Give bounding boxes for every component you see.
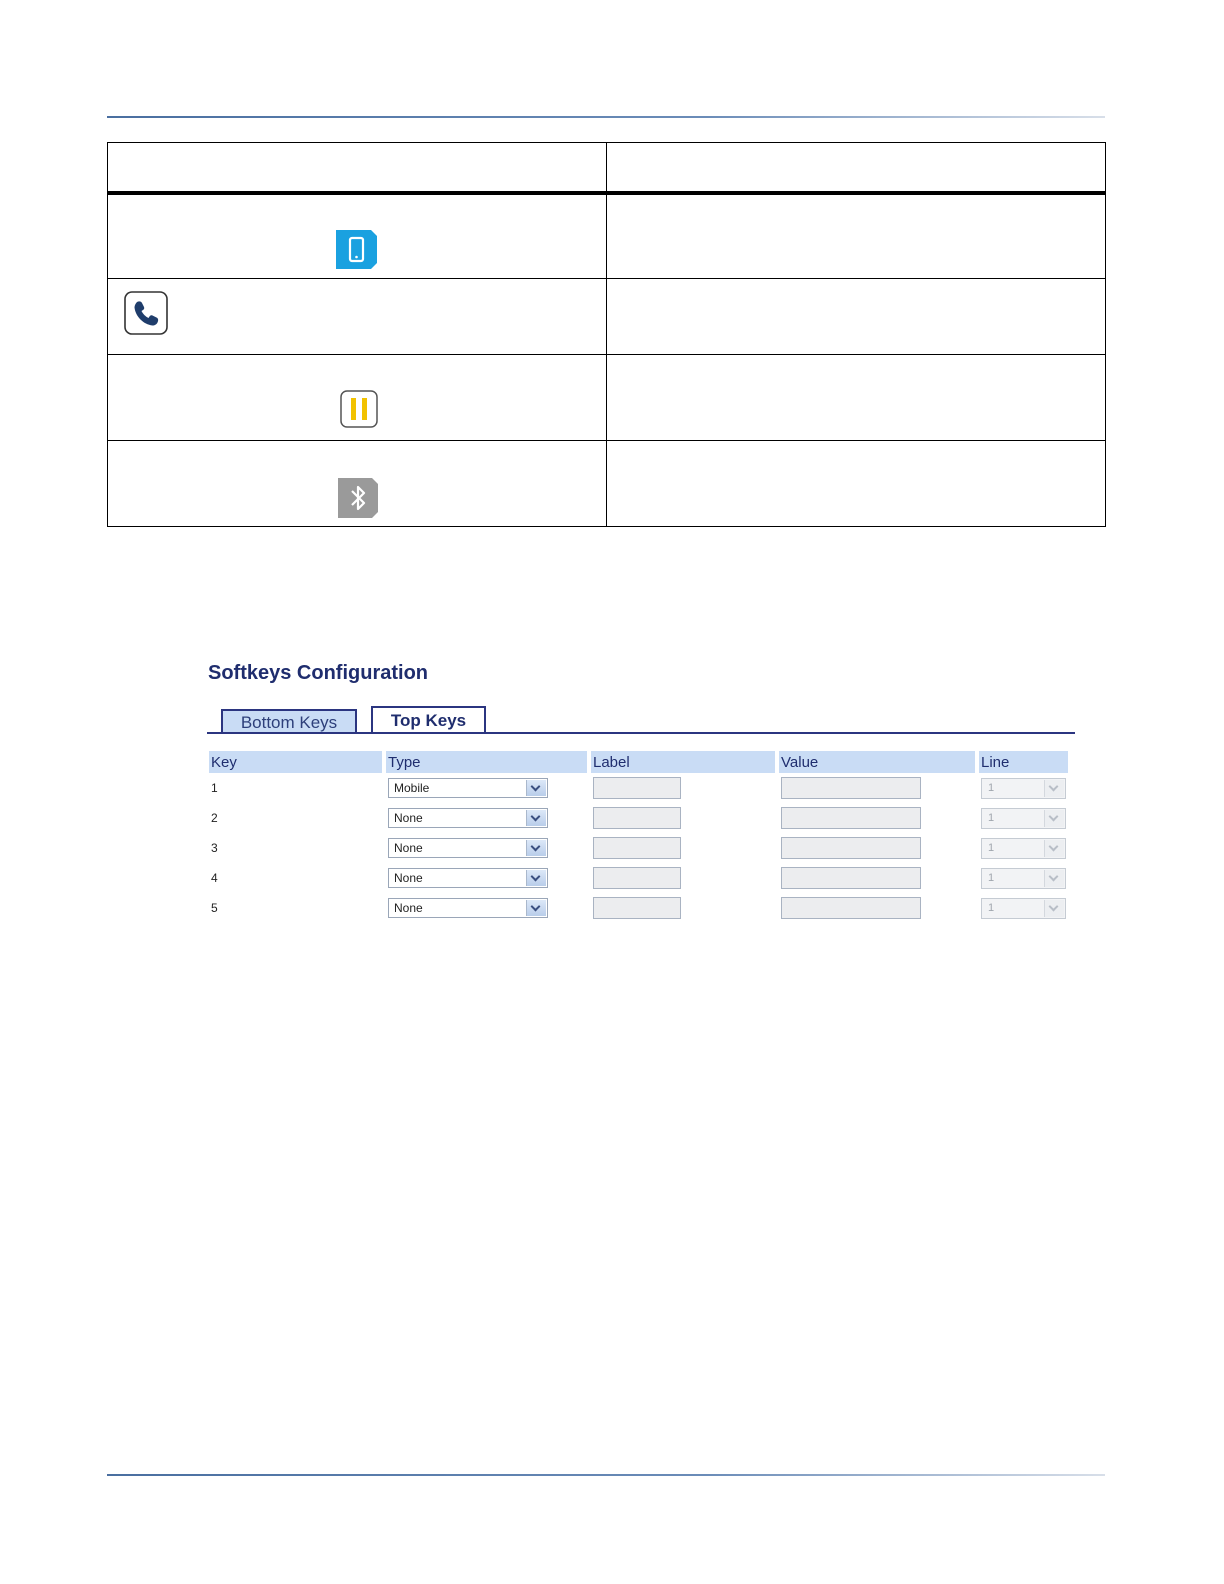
- label-input[interactable]: [593, 807, 681, 829]
- column-header-label: Label: [591, 751, 779, 773]
- type-select-value: Mobile: [394, 781, 430, 795]
- value-input[interactable]: [781, 807, 921, 829]
- key-number: 5: [211, 901, 218, 915]
- value-input[interactable]: [781, 897, 921, 919]
- key-number: 4: [211, 871, 218, 885]
- key-number: 3: [211, 841, 218, 855]
- tabs-underline: [207, 732, 1075, 734]
- icon-table: [107, 142, 1106, 527]
- icon-table-row: [108, 440, 1106, 526]
- line-select[interactable]: [981, 868, 1066, 889]
- column-header-type: Type: [386, 751, 591, 773]
- chevron-down-icon[interactable]: [526, 900, 546, 916]
- icon-cell: [108, 354, 607, 440]
- column-header-line: Line: [979, 751, 1068, 773]
- type-select[interactable]: [388, 808, 548, 828]
- line-select-value: 1: [988, 811, 995, 824]
- column-header-value: Value: [779, 751, 979, 773]
- bluetooth-icon: [338, 478, 378, 518]
- chevron-down-icon[interactable]: [1044, 840, 1064, 857]
- description-cell: [607, 278, 1106, 354]
- description-cell: [607, 193, 1106, 278]
- table-row: [209, 863, 1068, 893]
- table-row: [209, 893, 1068, 923]
- icon-table-header-left: [108, 143, 607, 194]
- chevron-down-icon[interactable]: [526, 780, 546, 796]
- chevron-down-icon[interactable]: [1044, 900, 1064, 917]
- value-input[interactable]: [781, 777, 921, 799]
- tab-bottom-keys[interactable]: Bottom Keys: [221, 709, 357, 733]
- mobile-phone-icon: [336, 230, 377, 269]
- tab-top-keys[interactable]: Top Keys: [371, 706, 486, 734]
- chevron-down-icon[interactable]: [526, 870, 546, 886]
- chevron-down-icon[interactable]: [526, 840, 546, 856]
- line-select[interactable]: [981, 838, 1066, 859]
- column-header-key: Key: [209, 751, 386, 773]
- label-input[interactable]: [593, 837, 681, 859]
- line-select[interactable]: [981, 808, 1066, 829]
- label-input[interactable]: [593, 777, 681, 799]
- softkeys-title: Softkeys Configuration: [208, 662, 429, 684]
- description-cell: [607, 354, 1106, 440]
- key-number: 2: [211, 811, 218, 825]
- softkeys-header-row: [209, 751, 1068, 773]
- footer-rule: [107, 1474, 1105, 1476]
- table-row: [209, 833, 1068, 863]
- table-row: [209, 803, 1068, 833]
- chevron-down-icon[interactable]: [1044, 810, 1064, 827]
- phone-handset-icon: [124, 291, 168, 335]
- icon-table-row: [108, 278, 1106, 354]
- value-input[interactable]: [781, 867, 921, 889]
- chevron-down-icon[interactable]: [526, 810, 546, 826]
- table-row: [209, 773, 1068, 803]
- key-number: 1: [211, 781, 218, 795]
- type-select[interactable]: [388, 898, 548, 918]
- description-cell: [607, 440, 1106, 526]
- line-select[interactable]: [981, 898, 1066, 919]
- line-select-value: 1: [988, 841, 995, 854]
- label-input[interactable]: [593, 897, 681, 919]
- icon-cell: [108, 193, 607, 278]
- type-select[interactable]: [388, 778, 548, 798]
- icon-table-header-right: [607, 143, 1106, 194]
- type-select-value: None: [394, 811, 423, 825]
- type-select-value: None: [394, 901, 423, 915]
- type-select[interactable]: [388, 838, 548, 858]
- icon-table-row: [108, 354, 1106, 440]
- line-select-value: 1: [988, 781, 995, 794]
- icon-cell: [108, 278, 607, 354]
- value-input[interactable]: [781, 837, 921, 859]
- header-rule: [107, 116, 1105, 118]
- chevron-down-icon[interactable]: [1044, 870, 1064, 887]
- type-select-value: None: [394, 841, 423, 855]
- label-input[interactable]: [593, 867, 681, 889]
- icon-cell: [108, 440, 607, 526]
- line-select-value: 1: [988, 901, 995, 914]
- chevron-down-icon[interactable]: [1044, 780, 1064, 797]
- line-select-value: 1: [988, 871, 995, 884]
- type-select[interactable]: [388, 868, 548, 888]
- line-select[interactable]: [981, 778, 1066, 799]
- hold-pause-icon: [340, 390, 378, 428]
- softkeys-table: [209, 751, 1068, 923]
- type-select-value: None: [394, 871, 423, 885]
- icon-table-row: [108, 193, 1106, 278]
